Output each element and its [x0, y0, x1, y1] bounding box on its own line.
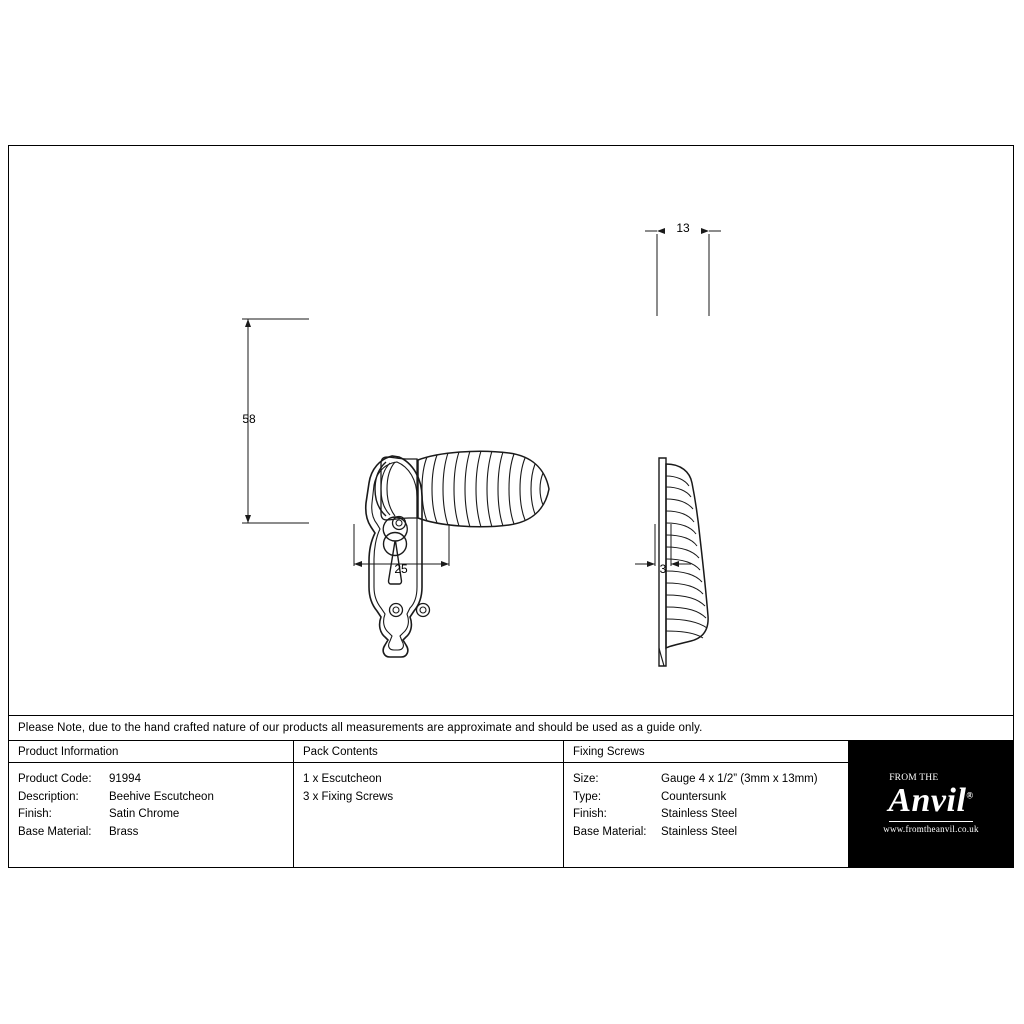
base-material-value: Brass — [109, 825, 139, 838]
product-code-value: 91994 — [109, 773, 141, 785]
screw-size-label: Size: — [573, 773, 599, 785]
table-row — [573, 771, 848, 789]
screw-size-value: Gauge 4 x 1/2” (3mm x 13mm) — [661, 773, 818, 785]
product-code-label: Product Code: — [18, 773, 92, 785]
table-row — [18, 771, 293, 789]
screw-finish-value: Stainless Steel — [661, 808, 738, 820]
table-row — [573, 806, 848, 824]
information-table — [9, 741, 1013, 867]
registered-trademark-icon: ® — [966, 790, 974, 801]
brand-logo-column — [849, 741, 1013, 867]
base-material-label: Base Material: — [18, 825, 92, 838]
list-item: 1 x Escutcheon — [303, 773, 382, 785]
logo-anvil-text — [883, 784, 979, 818]
table-row — [573, 789, 848, 807]
product-information-body — [9, 763, 293, 841]
dimension-height-label: 58 — [242, 412, 256, 426]
drawing-sheet — [8, 145, 1014, 868]
dimension-width-label: 25 — [394, 562, 408, 576]
dimension-lines — [242, 228, 721, 567]
description-label: Description: — [18, 790, 79, 803]
measurement-note-text: Please Note, due to the hand crafted nature of our products all measurements are approximate and should be used as a guide only. — [18, 722, 703, 734]
logo-from-the-text: FROM THE — [889, 772, 939, 783]
list-item: 3 x Fixing Screws — [303, 790, 394, 803]
fixing-screws-header: Fixing Screws — [564, 741, 848, 763]
table-row — [573, 824, 848, 842]
description-value: Beehive Escutcheon — [109, 790, 214, 803]
technical-drawing — [9, 146, 1013, 715]
side-view — [659, 458, 708, 666]
logo-anvil-word: Anvil — [888, 782, 967, 820]
finish-label: Finish: — [18, 808, 52, 820]
pack-contents-body — [294, 763, 563, 806]
measurement-note — [9, 715, 1013, 741]
pack-contents-header: Pack Contents — [294, 741, 563, 763]
screw-type-value: Countersunk — [661, 790, 727, 803]
screw-finish-label: Finish: — [573, 808, 607, 820]
table-row — [18, 806, 293, 824]
screw-base-material-label: Base Material: — [573, 825, 647, 838]
product-information-header: Product Information — [9, 741, 293, 763]
product-information-column — [9, 741, 294, 867]
table-row — [18, 789, 293, 807]
logo-divider — [889, 821, 973, 822]
dimension-depth-base-label: 3 — [659, 562, 667, 576]
logo-url-text: www.fromtheanvil.co.uk — [883, 824, 979, 835]
fixing-screws-column — [564, 741, 849, 867]
screw-base-material-value: Stainless Steel — [661, 825, 738, 838]
pack-contents-column — [294, 741, 564, 867]
front-view — [366, 451, 549, 657]
brand-logo — [849, 741, 1013, 867]
dimension-depth-top-label: 13 — [676, 221, 690, 235]
table-row — [18, 824, 293, 842]
screw-type-label: Type: — [573, 790, 602, 803]
finish-value: Satin Chrome — [109, 808, 180, 820]
fixing-screws-body — [564, 763, 848, 841]
